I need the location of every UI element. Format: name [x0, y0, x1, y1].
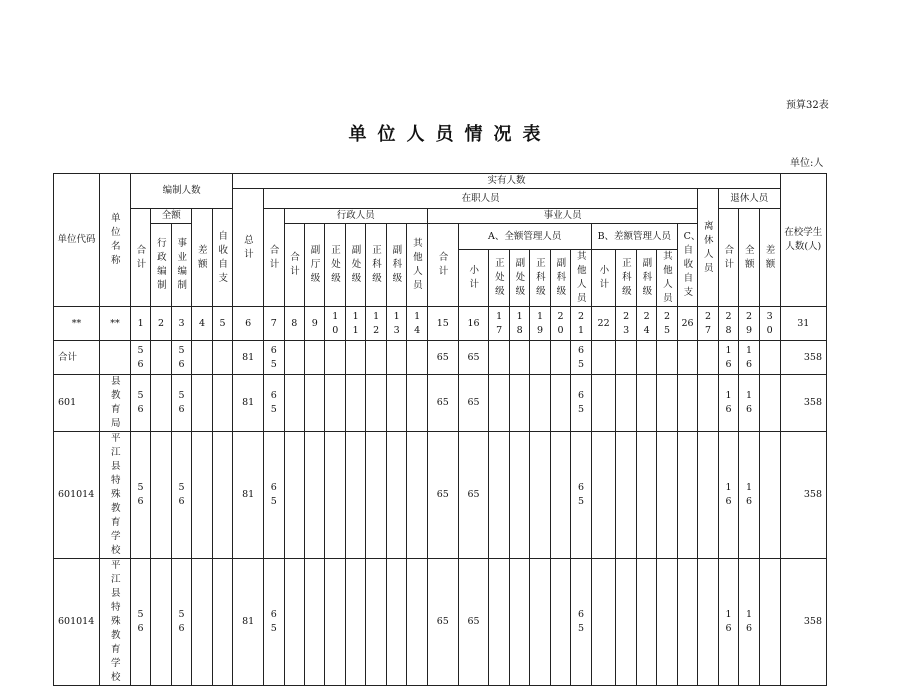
value-cell: 65 [458, 375, 489, 432]
header-a-full: A、全额管理人员 [458, 224, 591, 250]
index-cell: 3 [171, 307, 191, 341]
empty-cell [284, 432, 304, 559]
unit-name-cell: 平江县特殊教育学校 [100, 432, 131, 559]
index-cell: 26 [677, 307, 697, 341]
index-cell: 9 [305, 307, 325, 341]
empty-cell [759, 341, 780, 375]
index-cell: 11 [345, 307, 365, 341]
header-in-total: 合计 [264, 209, 284, 307]
empty-cell [530, 559, 550, 686]
empty-cell [151, 432, 171, 559]
index-cell: 5 [212, 307, 233, 341]
unit-code-cell: 601 [54, 375, 100, 432]
empty-cell [698, 432, 718, 559]
value-cell: 56 [130, 432, 150, 559]
empty-cell [305, 432, 325, 559]
empty-cell [509, 375, 529, 432]
empty-cell [151, 341, 171, 375]
header-a-dept-chief: 正处级 [489, 250, 509, 307]
value-cell: 56 [171, 341, 191, 375]
index-cell: 8 [284, 307, 304, 341]
value-cell: 81 [233, 559, 264, 686]
index-cell: ** [100, 307, 131, 341]
header-left-office: 离休人员 [698, 189, 718, 307]
value-cell: 56 [130, 341, 150, 375]
value-cell: 81 [233, 341, 264, 375]
table-row [54, 341, 827, 375]
header-admin-other: 其他人员 [407, 224, 427, 307]
empty-cell [345, 375, 365, 432]
header-students: 在校学生人数(人) [780, 174, 826, 307]
header-admin-staff: 行政人员 [284, 209, 427, 224]
header-b-section-chief: 正科级 [616, 250, 636, 307]
header-b-diff: B、差额管理人员 [591, 224, 677, 250]
empty-cell [345, 341, 365, 375]
value-cell: 65 [458, 341, 489, 375]
empty-cell [636, 375, 656, 432]
header-retired-total: 合计 [718, 209, 738, 307]
empty-cell [407, 432, 427, 559]
value-cell: 16 [718, 432, 738, 559]
header-a-subtotal: 小计 [458, 250, 489, 307]
empty-cell [509, 341, 529, 375]
empty-cell [212, 559, 233, 686]
empty-cell [192, 559, 212, 686]
index-cell: 25 [657, 307, 677, 341]
header-b-section-deputy: 副科级 [636, 250, 656, 307]
empty-cell [212, 375, 233, 432]
value-cell: 65 [571, 559, 591, 686]
header-section-deputy: 副科级 [386, 224, 406, 307]
column-index-row [54, 307, 827, 341]
form-number: 预算32表 [786, 100, 829, 111]
index-cell: 27 [698, 307, 718, 341]
empty-cell [345, 432, 365, 559]
empty-cell [698, 341, 718, 375]
index-cell: 17 [489, 307, 509, 341]
empty-cell [657, 341, 677, 375]
empty-cell [407, 559, 427, 686]
staff-table [53, 173, 827, 686]
value-cell: 65 [427, 559, 458, 686]
header-a-other: 其他人员 [571, 250, 591, 307]
unit-name-cell [100, 341, 131, 375]
empty-cell [325, 375, 345, 432]
index-cell: 19 [530, 307, 550, 341]
empty-cell [489, 341, 509, 375]
empty-cell [325, 432, 345, 559]
header-retired-diff: 差额 [759, 209, 780, 307]
index-cell: 30 [759, 307, 780, 341]
header-deputy-dept: 副厅级 [305, 224, 325, 307]
index-cell: 6 [233, 307, 264, 341]
empty-cell [366, 559, 386, 686]
empty-cell [407, 341, 427, 375]
header-actual: 实有人数 [233, 174, 780, 189]
empty-cell [636, 341, 656, 375]
empty-cell [489, 375, 509, 432]
value-cell: 65 [264, 559, 284, 686]
empty-cell [325, 341, 345, 375]
value-cell: 65 [458, 432, 489, 559]
value-cell: 16 [739, 559, 759, 686]
value-cell: 56 [130, 559, 150, 686]
index-cell: 16 [458, 307, 489, 341]
header-a-dept-deputy: 副处级 [509, 250, 529, 307]
empty-cell [759, 432, 780, 559]
index-cell: 10 [325, 307, 345, 341]
empty-cell [591, 375, 616, 432]
index-cell: 31 [780, 307, 826, 341]
empty-cell [759, 375, 780, 432]
header-retired: 退休人员 [718, 189, 780, 209]
value-cell: 65 [458, 559, 489, 686]
value-cell: 16 [739, 432, 759, 559]
header-admin-quota: 行政编制 [151, 224, 171, 307]
empty-cell [509, 432, 529, 559]
value-cell: 16 [739, 341, 759, 375]
empty-cell [657, 375, 677, 432]
header-section-chief: 正科级 [366, 224, 386, 307]
value-cell: 56 [130, 375, 150, 432]
header-unit-name: 单位名称 [100, 174, 131, 307]
empty-cell [284, 559, 304, 686]
empty-cell [616, 341, 636, 375]
empty-cell [616, 559, 636, 686]
empty-cell [616, 375, 636, 432]
empty-cell [759, 559, 780, 686]
header-total: 合计 [130, 209, 150, 307]
empty-cell [489, 432, 509, 559]
value-cell: 16 [718, 341, 738, 375]
empty-cell [407, 375, 427, 432]
index-row [54, 307, 827, 341]
header-self: 自收自支 [212, 209, 233, 307]
empty-cell [698, 559, 718, 686]
header-inst-total: 合计 [427, 224, 458, 307]
empty-cell [550, 432, 570, 559]
index-cell: 24 [636, 307, 656, 341]
value-cell: 56 [171, 559, 191, 686]
empty-cell [305, 559, 325, 686]
empty-cell [366, 375, 386, 432]
index-cell: 21 [571, 307, 591, 341]
header-dept-deputy: 副处级 [345, 224, 365, 307]
unit-code-cell: 601014 [54, 559, 100, 686]
value-cell: 56 [171, 375, 191, 432]
empty-cell [591, 341, 616, 375]
value-cell: 65 [264, 432, 284, 559]
empty-cell [509, 559, 529, 686]
empty-cell [212, 432, 233, 559]
header-a-section-chief: 正科级 [530, 250, 550, 307]
empty-cell [530, 432, 550, 559]
header-retired-full: 全额 [739, 209, 759, 307]
empty-cell [530, 341, 550, 375]
empty-cell [386, 432, 406, 559]
page-title: 单位人员情况表 [348, 124, 552, 145]
header-inst-quota: 事业编制 [171, 224, 191, 307]
index-cell: 29 [739, 307, 759, 341]
empty-cell [616, 432, 636, 559]
empty-cell [591, 559, 616, 686]
empty-cell [305, 341, 325, 375]
index-cell: 20 [550, 307, 570, 341]
value-cell: 81 [233, 432, 264, 559]
index-cell: 12 [366, 307, 386, 341]
unit-name-cell: 县教育局 [100, 375, 131, 432]
empty-cell [345, 559, 365, 686]
value-cell: 65 [427, 432, 458, 559]
value-cell: 16 [739, 375, 759, 432]
value-cell: 56 [171, 432, 191, 559]
header-dept-chief: 正处级 [325, 224, 345, 307]
empty-cell [386, 559, 406, 686]
index-cell: 14 [407, 307, 427, 341]
empty-cell [325, 559, 345, 686]
empty-cell [530, 375, 550, 432]
empty-cell [192, 432, 212, 559]
value-cell: 358 [780, 375, 826, 432]
value-cell: 358 [780, 432, 826, 559]
header-b-subtotal: 小计 [591, 250, 616, 307]
empty-cell [489, 559, 509, 686]
empty-cell [657, 432, 677, 559]
empty-cell [386, 375, 406, 432]
unit-name-cell: 平江县特殊教育学校 [100, 559, 131, 686]
empty-cell [192, 341, 212, 375]
header-admin-total: 合计 [284, 224, 304, 307]
index-cell: 23 [616, 307, 636, 341]
value-cell: 65 [571, 432, 591, 559]
empty-cell [386, 341, 406, 375]
empty-cell [591, 432, 616, 559]
header-institution-staff: 事业人员 [427, 209, 697, 224]
empty-cell [636, 559, 656, 686]
header-unit-code: 单位代码 [54, 174, 100, 307]
empty-cell [212, 341, 233, 375]
empty-cell [677, 375, 697, 432]
value-cell: 65 [427, 375, 458, 432]
index-cell: 28 [718, 307, 738, 341]
empty-cell [677, 341, 697, 375]
empty-cell [636, 432, 656, 559]
empty-cell [284, 341, 304, 375]
header-full-funded: 全额 [151, 209, 192, 224]
header-a-section-deputy: 副科级 [550, 250, 570, 307]
empty-cell [305, 375, 325, 432]
table-row [54, 375, 827, 432]
value-cell: 65 [571, 341, 591, 375]
empty-cell [550, 341, 570, 375]
index-cell: 4 [192, 307, 212, 341]
empty-cell [192, 375, 212, 432]
value-cell: 358 [780, 559, 826, 686]
value-cell: 16 [718, 375, 738, 432]
unit-label: 单位:人 [790, 158, 824, 169]
empty-cell [151, 375, 171, 432]
header-b-other: 其他人员 [657, 250, 677, 307]
table-row [54, 432, 827, 559]
index-cell: 1 [130, 307, 150, 341]
value-cell: 81 [233, 375, 264, 432]
value-cell: 65 [264, 375, 284, 432]
empty-cell [698, 375, 718, 432]
value-cell: 16 [718, 559, 738, 686]
index-cell: 22 [591, 307, 616, 341]
unit-code-cell: 合计 [54, 341, 100, 375]
empty-cell [366, 432, 386, 559]
header-grand-total: 总计 [233, 189, 264, 307]
empty-cell [151, 559, 171, 686]
index-cell: 7 [264, 307, 284, 341]
empty-cell [677, 559, 697, 686]
header-in-service: 在职人员 [264, 189, 698, 209]
empty-cell [677, 432, 697, 559]
table-body [54, 341, 827, 686]
empty-cell [284, 375, 304, 432]
value-cell: 65 [264, 341, 284, 375]
value-cell: 358 [780, 341, 826, 375]
index-cell: ** [54, 307, 100, 341]
empty-cell [550, 559, 570, 686]
header-staffing: 编制人数 [130, 174, 232, 209]
index-cell: 15 [427, 307, 458, 341]
unit-code-cell: 601014 [54, 432, 100, 559]
index-cell: 13 [386, 307, 406, 341]
table-row [54, 559, 827, 686]
value-cell: 65 [571, 375, 591, 432]
empty-cell [657, 559, 677, 686]
empty-cell [550, 375, 570, 432]
header-diff: 差额 [192, 209, 212, 307]
value-cell: 65 [427, 341, 458, 375]
empty-cell [366, 341, 386, 375]
index-cell: 2 [151, 307, 171, 341]
index-cell: 18 [509, 307, 529, 341]
header-c-self: C、自收自支 [677, 224, 697, 307]
